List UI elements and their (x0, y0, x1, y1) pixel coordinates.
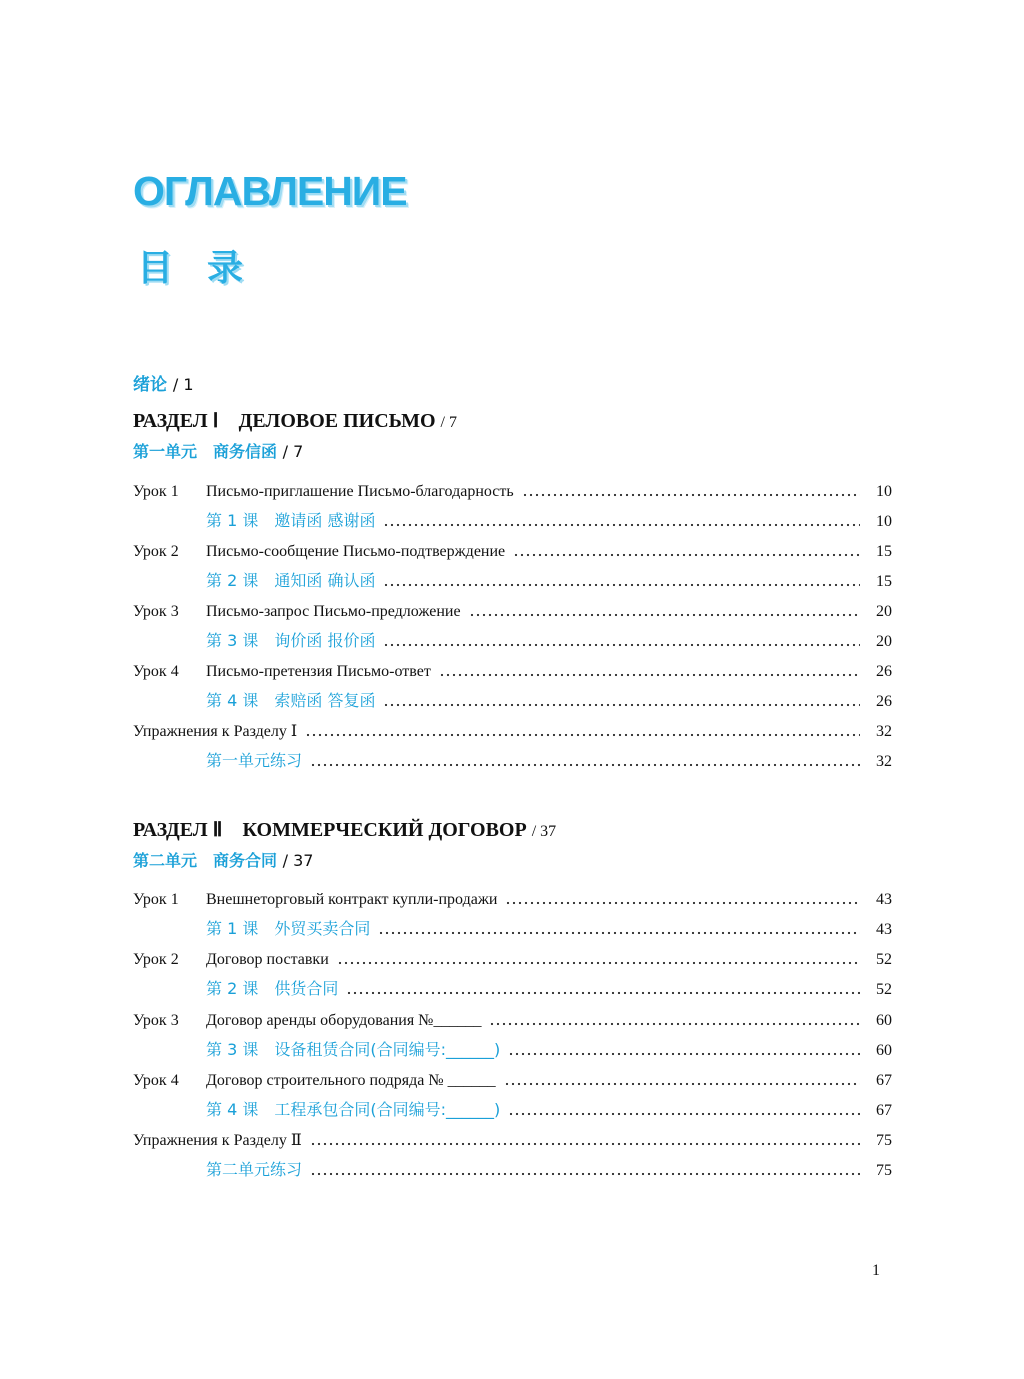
section-1-title: РАЗДЕЛ Ⅰ ДЕЛОВОЕ ПИСЬМО (133, 410, 436, 432)
dot-leader (489, 1012, 860, 1026)
exercise-page: 32 (876, 753, 892, 770)
lesson-page: 20 (876, 633, 892, 650)
dot-leader (310, 1132, 860, 1146)
toc-row[interactable] (133, 657, 892, 681)
lesson-title-zh: 第 3 课 设备租赁合同(合同编号:______) (206, 1040, 501, 1059)
lesson-label: Урок 4 (133, 1072, 179, 1089)
exercise-page: 75 (876, 1132, 892, 1149)
section-2-heading[interactable] (133, 813, 556, 842)
unit-2-page: / 37 (282, 851, 314, 870)
unit-1-heading[interactable] (133, 439, 303, 462)
dot-leader (513, 543, 860, 557)
dot-leader (508, 1042, 860, 1056)
toc-row[interactable] (133, 597, 892, 621)
dot-leader (383, 633, 860, 647)
lesson-page: 60 (876, 1042, 892, 1059)
toc-row[interactable] (133, 945, 892, 969)
dot-leader (305, 723, 860, 737)
dot-leader (310, 753, 860, 767)
lesson-page: 15 (876, 543, 892, 560)
dot-leader (469, 603, 860, 617)
section-2-title: РАЗДЕЛ Ⅱ КОММЕРЧЕСКИЙ ДОГОВОР (133, 819, 527, 841)
toc-row[interactable] (133, 1036, 892, 1060)
lesson-page: 26 (876, 693, 892, 710)
lesson-page: 52 (876, 951, 892, 968)
toc-row[interactable] (133, 975, 892, 999)
lesson-title: Внешнеторговый контракт купли-продажи (206, 891, 498, 908)
toc-row[interactable] (133, 717, 892, 741)
exercise-page: 75 (876, 1162, 892, 1179)
unit-1-page: / 7 (282, 442, 304, 461)
dot-leader (505, 891, 860, 905)
toc-title-chinese: 目录 (137, 248, 278, 289)
dot-leader (310, 1162, 860, 1176)
dot-leader (439, 663, 860, 677)
dot-leader (383, 513, 860, 527)
exercise-title-zh: 第二单元练习 (206, 1160, 303, 1179)
dot-leader (378, 921, 860, 935)
section-2-page: / 37 (531, 823, 557, 840)
lesson-page: 20 (876, 603, 892, 620)
intro-page: / 1 (172, 375, 194, 394)
toc-row[interactable] (133, 915, 892, 939)
section-1-page: / 7 (440, 414, 457, 431)
dot-leader (522, 483, 860, 497)
unit-2-title: 第二单元 商务合同 (133, 851, 278, 870)
unit-2-heading[interactable] (133, 848, 313, 871)
exercise-title: Упражнения к Разделу Ⅱ (133, 1132, 302, 1149)
lesson-page: 26 (876, 663, 892, 680)
lesson-title-zh: 第 3 课 询价函 报价函 (206, 631, 376, 650)
lesson-page: 43 (876, 891, 892, 908)
lesson-page: 15 (876, 573, 892, 590)
toc-row[interactable] (133, 567, 892, 591)
toc-row[interactable] (133, 537, 892, 561)
toc-row[interactable] (133, 1126, 892, 1150)
dot-leader (508, 1102, 860, 1116)
lesson-title: Договор поставки (206, 951, 329, 968)
lesson-title-zh: 第 4 课 工程承包合同(合同编号:______) (206, 1100, 501, 1119)
lesson-label: Урок 2 (133, 543, 179, 560)
lesson-title: Письмо-претензия Письмо-ответ (206, 663, 431, 680)
toc-row[interactable] (133, 885, 892, 909)
lesson-title-zh: 第 1 课 邀请函 感谢函 (206, 511, 376, 530)
lesson-title-zh: 第 4 课 索赔函 答复函 (206, 691, 376, 710)
lesson-page: 10 (876, 483, 892, 500)
lesson-page: 60 (876, 1012, 892, 1029)
exercise-title-zh: 第一单元练习 (206, 751, 303, 770)
dot-leader (383, 693, 860, 707)
page-number: 1 (872, 1262, 880, 1279)
dot-leader (383, 573, 860, 587)
lesson-title: Договор аренды оборудования №______ (206, 1012, 482, 1029)
toc-row[interactable] (133, 687, 892, 711)
dot-leader (504, 1072, 860, 1086)
lesson-title: Письмо-приглашение Письмо-благодарность (206, 483, 514, 500)
lesson-title: Письмо-сообщение Письмо-подтверждение (206, 543, 506, 560)
exercise-page: 32 (876, 723, 892, 740)
lesson-page: 43 (876, 921, 892, 938)
lesson-label: Урок 2 (133, 951, 179, 968)
toc-row[interactable] (133, 747, 892, 771)
lesson-label: Урок 1 (133, 483, 179, 500)
lesson-page: 10 (876, 513, 892, 530)
lesson-page: 67 (876, 1102, 892, 1119)
dot-leader (337, 951, 860, 965)
lesson-label: Урок 3 (133, 603, 179, 620)
toc-row[interactable] (133, 1156, 892, 1180)
dot-leader (346, 981, 860, 995)
lesson-page: 67 (876, 1072, 892, 1089)
toc-row[interactable] (133, 477, 892, 501)
intro-entry[interactable] (133, 370, 194, 395)
lesson-page: 52 (876, 981, 892, 998)
section-1-heading[interactable] (133, 404, 457, 433)
exercise-title: Упражнения к Разделу Ⅰ (133, 723, 298, 740)
toc-row[interactable] (133, 627, 892, 651)
lesson-title-zh: 第 2 课 供货合同 (206, 979, 339, 998)
lesson-label: Урок 4 (133, 663, 179, 680)
unit-1-title: 第一单元 商务信函 (133, 442, 278, 461)
lesson-title-zh: 第 2 课 通知函 确认函 (206, 571, 376, 590)
toc-row[interactable] (133, 507, 892, 531)
intro-label: 绪论 (133, 375, 167, 395)
lesson-label: Урок 1 (133, 891, 179, 908)
lesson-label: Урок 3 (133, 1012, 179, 1029)
toc-title-russian: ОГЛАВЛЕНИЕ (133, 168, 407, 214)
lesson-title-zh: 第 1 课 外贸买卖合同 (206, 919, 371, 938)
lesson-title: Договор строительного подряда № ______ (206, 1072, 496, 1089)
toc-row[interactable] (133, 1096, 892, 1120)
toc-row[interactable] (133, 1066, 892, 1090)
toc-row[interactable] (133, 1006, 892, 1030)
lesson-title: Письмо-запрос Письмо-предложение (206, 603, 461, 620)
